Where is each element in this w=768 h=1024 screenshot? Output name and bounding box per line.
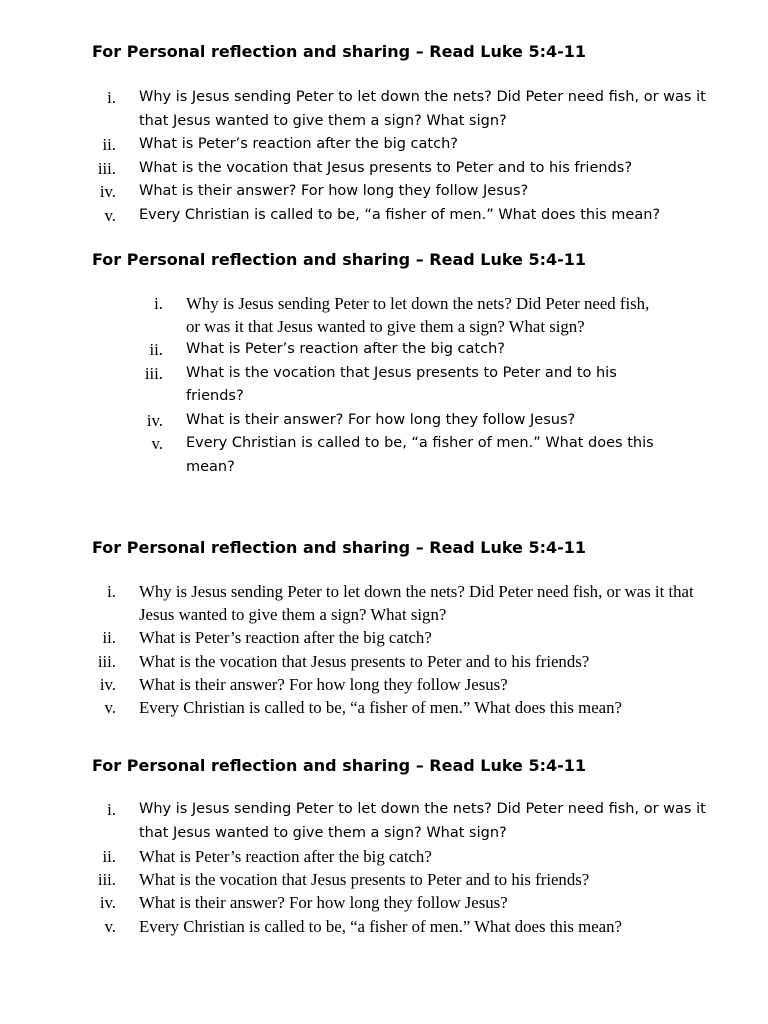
reflection-section-1 (92, 42, 712, 227)
question-text: Every Christian is called to be, “a fisher of men.” What does this mean? (139, 206, 661, 223)
list-item (92, 409, 667, 433)
list-item (92, 891, 712, 914)
question-text: What is the vocation that Jesus presents to Peter and to his friends? (139, 870, 590, 890)
question-list (92, 86, 712, 227)
section-heading: For Personal reflection and sharing – Read Luke 5:4-11 (92, 250, 587, 269)
list-item (92, 650, 712, 673)
question-text: What is the vocation that Jesus presents to Peter and to his friends? (186, 364, 617, 405)
list-numeral: iv. (99, 674, 116, 694)
list-numeral: iv. (99, 893, 116, 913)
list-numeral: iii. (97, 651, 116, 671)
reflection-section-3 (92, 538, 712, 719)
reflection-section-4 (92, 756, 712, 938)
list-numeral: iv. (146, 410, 163, 430)
list-numeral: v. (104, 698, 116, 718)
list-item (92, 86, 712, 133)
question-text: What is the vocation that Jesus presents to Peter and to his friends? (139, 159, 633, 176)
list-numeral: v. (104, 916, 116, 936)
list-numeral: iii. (97, 158, 116, 178)
list-numeral: i. (107, 800, 116, 819)
question-list (92, 798, 712, 938)
list-item (92, 798, 712, 845)
list-item (92, 868, 712, 891)
question-text: What is their answer? For how long they follow Jesus? (186, 411, 576, 428)
question-text: Why is Jesus sending Peter to let down the nets? Did Peter need fish, or was it that Jesus wanted to give them a sign? What sign? (186, 294, 650, 337)
list-item (92, 673, 712, 696)
question-text: What is their answer? For how long they follow Jesus? (139, 183, 529, 199)
list-item (92, 696, 712, 719)
question-list (92, 292, 667, 479)
list-item (92, 292, 667, 338)
question-text: What is their answer? For how long they follow Jesus? (139, 674, 508, 694)
list-numeral: ii. (102, 628, 116, 648)
question-list (92, 580, 712, 719)
list-numeral: ii. (102, 847, 116, 866)
list-item (92, 157, 712, 181)
list-item (92, 580, 712, 626)
section-heading: For Personal reflection and sharing – Read Luke 5:4-11 (92, 538, 587, 557)
list-item (92, 204, 712, 228)
list-numeral: i. (107, 88, 116, 107)
list-item (92, 362, 667, 409)
question-text: Every Christian is called to be, “a fisher of men.” What does this mean? (139, 916, 622, 936)
list-item (92, 915, 712, 938)
question-text: Every Christian is called to be, “a fisher of men.” What does this mean? (186, 435, 654, 475)
question-text: What is Peter’s reaction after the big catch? (139, 628, 432, 648)
list-numeral: iv. (99, 182, 116, 201)
list-item (92, 338, 667, 362)
list-numeral: iii. (144, 363, 163, 383)
list-numeral: i. (154, 294, 163, 313)
question-text: What is their answer? For how long they follow Jesus? (139, 893, 508, 913)
list-numeral: i. (107, 582, 116, 601)
question-text: What is Peter’s reaction after the big catch? (139, 136, 458, 152)
question-text: What is the vocation that Jesus presents to Peter and to his friends? (139, 651, 590, 671)
list-numeral: ii. (102, 135, 116, 154)
question-text: Why is Jesus sending Peter to let down the nets? Did Peter need fish, or was it that Jesus wanted to give them a sign? What sign? (139, 801, 706, 841)
reflection-section-2 (92, 250, 712, 479)
list-item (92, 845, 712, 868)
section-heading: For Personal reflection and sharing – Read Luke 5:4-11 (92, 756, 587, 775)
question-text: Why is Jesus sending Peter to let down the nets? Did Peter need fish, or was it that Jesus wanted to give them a sign? What sign? (139, 89, 706, 129)
list-item (92, 432, 667, 479)
question-text: Every Christian is called to be, “a fisher of men.” What does this mean? (139, 698, 622, 718)
section-heading: For Personal reflection and sharing – Read Luke 5:4-11 (92, 42, 587, 61)
list-item (92, 626, 712, 649)
question-text: What is Peter’s reaction after the big catch? (186, 341, 505, 358)
question-text: Why is Jesus sending Peter to let down the nets? Did Peter need fish, or was it that Jesus wanted to give them a sign? What sign? (139, 582, 694, 625)
list-numeral: v. (104, 205, 116, 225)
question-text: What is Peter’s reaction after the big catch? (139, 847, 432, 866)
list-numeral: v. (151, 434, 163, 454)
list-numeral: ii. (149, 340, 163, 360)
list-numeral: iii. (97, 870, 116, 890)
list-item (92, 133, 712, 157)
list-item (92, 180, 712, 204)
